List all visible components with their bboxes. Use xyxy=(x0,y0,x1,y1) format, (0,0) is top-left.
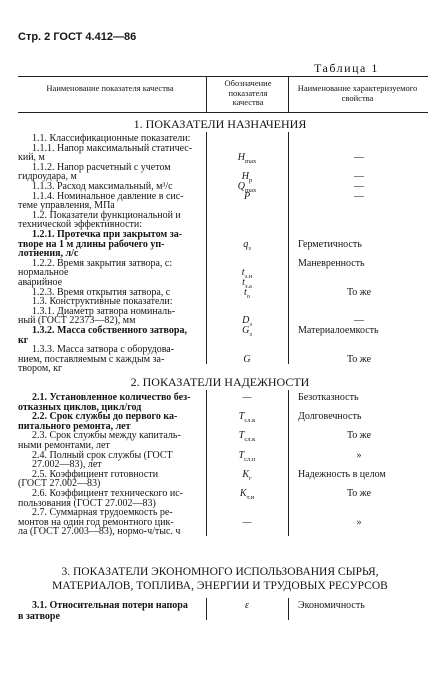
row-text: нормальное xyxy=(18,267,69,279)
row-property: То же xyxy=(346,286,372,298)
row-property: » xyxy=(356,449,362,461)
table-top-rule xyxy=(18,76,428,77)
row-text: 27.002—83), лет xyxy=(32,459,102,471)
col-divider xyxy=(288,390,289,536)
col-divider xyxy=(288,598,289,620)
row-text: 1.2.3. Время открытия затвора, с xyxy=(32,286,171,298)
row-text: 2.3. Срок службы между капиталь- xyxy=(32,430,181,442)
row-property: То же xyxy=(346,430,372,442)
row-symbol: $q_з$ xyxy=(243,238,251,252)
table-caption: Таблица 1 xyxy=(314,61,379,75)
row-text: лотнения, л/с xyxy=(18,248,79,260)
row-text: отказных циклов, цикл/год xyxy=(18,401,142,413)
section-title: 3. ПОКАЗАТЕЛИ ЭКОНОМНОГО ИСПОЛЬЗОВАНИЯ СЫРЬЯ, МАТЕРИАЛОВ, ТОПЛИВА, ЭНЕРГИИ И ТРУДОВЫХ РЕСУРСОВ xyxy=(52,566,388,592)
row-text: 2.2. Срок службы до первого ка- xyxy=(32,411,178,423)
row-property: Материалоемкость xyxy=(298,325,379,336)
row-text: 1.1. Классификационные показатели: xyxy=(32,133,191,144)
row-text: 1.2. Показатели функциональной и xyxy=(32,209,181,221)
row-text: гидроудара, м xyxy=(18,171,77,183)
row-symbol: $T_{сл.к}$ xyxy=(238,411,256,425)
section-title: 2. ПОКАЗАТЕЛИ НАДЕЖНОСТИ xyxy=(130,375,310,389)
col-header-name: Наименование показателя качества xyxy=(46,83,174,93)
row-text: в затворе xyxy=(18,610,60,622)
row-symbol: $T_{сл.п}$ xyxy=(238,449,256,463)
row-text: нием, поставляемым с каждым за- xyxy=(18,353,165,365)
row-property: — xyxy=(354,315,364,327)
row-symbol: $G_з$ xyxy=(242,325,252,338)
row-text: 1.3. Конструктивные показатели: xyxy=(32,296,173,308)
page-header: Стр. 2 ГОСТ 4.412—86 xyxy=(18,31,137,43)
row-text: 1.1.1. Напор максимальный статичес- xyxy=(32,142,193,154)
row-text: питального ремонта, лет xyxy=(18,420,131,432)
row-text: 1.3.2. Масса собственного затвора, xyxy=(32,325,187,336)
row-property: — xyxy=(354,171,364,183)
row-text: монтов на один год ремонтного цик- xyxy=(18,516,174,528)
row-symbol: ε xyxy=(245,600,249,611)
row-property: То же xyxy=(346,488,372,499)
col-divider xyxy=(206,76,207,112)
row-text: кий, м xyxy=(18,152,45,164)
row-property: То же xyxy=(346,353,372,365)
row-text: 3.1. Относительная потери напора xyxy=(32,600,188,611)
row-symbol: $Q_{max}$ xyxy=(237,181,257,194)
row-property: Безотказность xyxy=(298,392,359,403)
row-symbol: G xyxy=(243,353,251,365)
row-symbol: $T_{сл.к}$ xyxy=(238,430,256,444)
row-property: Герметичность xyxy=(298,238,362,250)
row-symbol: $H_{max}$ xyxy=(237,152,257,166)
row-symbol: $D_з$ xyxy=(242,315,252,329)
row-text: твором, кг xyxy=(18,363,63,375)
row-text: творе на 1 м длины рабочего уп- xyxy=(18,238,165,250)
col-divider xyxy=(288,132,289,364)
row-symbol: P xyxy=(243,190,251,202)
row-property: » xyxy=(356,516,362,528)
row-text: 1.1.4. Номинальное давление в сис- xyxy=(32,190,184,202)
row-text: ла (ГОСТ 27.003—83), нормо-ч/тыс. ч xyxy=(18,526,181,538)
col-divider xyxy=(288,76,289,112)
row-symbol: $t_о$ xyxy=(243,286,251,300)
row-symbol: $K_{т.и}$ xyxy=(239,488,255,501)
row-property: Долговечность xyxy=(298,411,362,423)
row-text: аварийное xyxy=(18,277,63,288)
row-text: ными ремонтами, лет xyxy=(18,440,110,451)
row-text: кг xyxy=(18,334,29,346)
table-header-rule xyxy=(18,112,428,113)
row-symbol: $t_{з.а}$ xyxy=(242,277,252,290)
row-text: пользования (ГОСТ 27.002—83) xyxy=(18,497,156,509)
row-text: 1.2.1. Протечка при закрытом за- xyxy=(32,229,183,240)
row-symbol: — xyxy=(242,392,252,403)
row-symbol: $t_{з.н}$ xyxy=(241,267,253,281)
row-symbol: — xyxy=(242,516,252,528)
row-text: 1.3.1. Диаметр затвора номиналь- xyxy=(32,305,176,317)
col-header-property: Наименование характеризуемого свойства xyxy=(297,83,418,103)
col-divider xyxy=(206,132,207,364)
row-property: Экономичность xyxy=(298,600,365,611)
row-text: 1.3.3. Масса затвора с оборудова- xyxy=(32,344,175,356)
row-text: технической эффективности: xyxy=(18,219,143,231)
row-text: 1.2.2. Время закрытия затвора, с: xyxy=(32,257,173,269)
row-property: — xyxy=(354,190,364,202)
row-text: 2.5. Коэффициент готовности xyxy=(32,468,159,480)
row-text: 2.6. Коэффициент технического ис- xyxy=(32,488,184,499)
row-text: 1.1.3. Расход максимальный, м³/с xyxy=(32,181,173,192)
row-property: Надежность в целом xyxy=(298,468,386,480)
row-text: 1.1.2. Напор расчетный с учетом xyxy=(32,161,171,173)
row-symbol: $K_г$ xyxy=(242,468,252,482)
col-divider xyxy=(206,390,207,536)
row-text: 2.1. Установленное количество без- xyxy=(32,392,191,403)
row-property: — xyxy=(354,181,364,192)
row-text: 2.7. Суммарная трудоемкость ре- xyxy=(32,507,173,519)
col-header-symbol: Обозначение показателя качества xyxy=(224,78,272,107)
row-property: Маневренность xyxy=(298,257,365,269)
row-symbol: $H_р$ xyxy=(241,171,253,185)
row-text: ный (ГОСТ 22373—82), мм xyxy=(18,315,136,327)
row-property: — xyxy=(354,152,364,164)
section-title: 1. ПОКАЗАТЕЛИ НАЗНАЧЕНИЯ xyxy=(133,117,307,131)
col-divider xyxy=(206,598,207,620)
row-text: 2.4. Полный срок службы (ГОСТ xyxy=(32,449,173,461)
row-text: теме управления, МПа xyxy=(18,200,115,212)
row-text: (ГОСТ 27.002—83) xyxy=(18,478,101,490)
